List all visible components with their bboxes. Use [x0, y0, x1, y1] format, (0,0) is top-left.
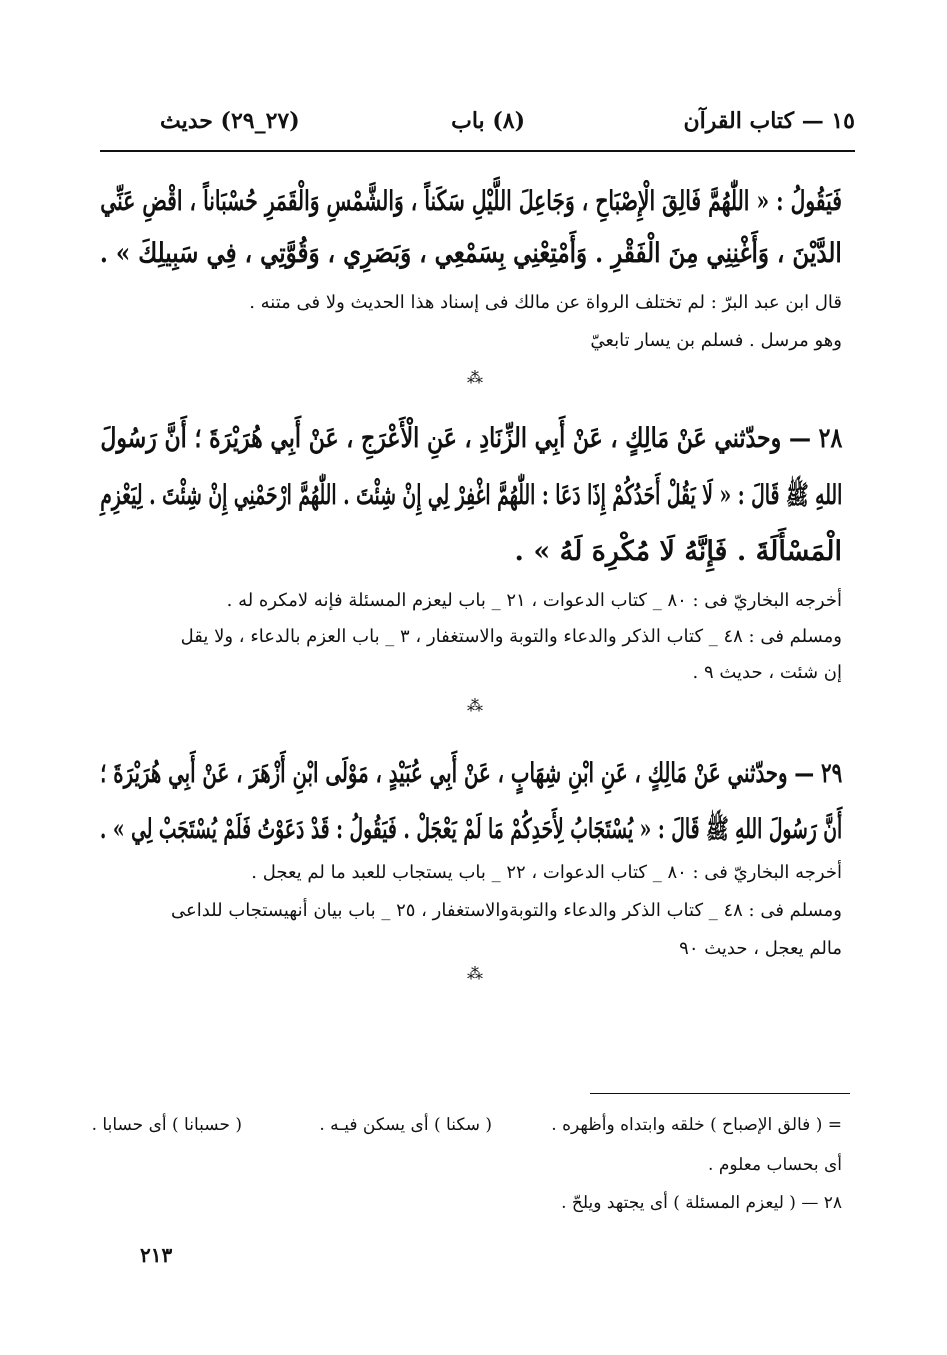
takhrij-line: أخرجه البخاريّ فى : ٨٠ _ كتاب الدعوات ، ٢٢ _ باب يستجاب للعبد ما لم يعجل .: [251, 862, 842, 883]
hadith-28-line: ٢٨ — وحدّثني عَنْ مَالِكٍ ، عَنْ أَبِي الزِّنَادِ ، عَنِ الْأَعْرَجِ ، عَنْ أَبِي هُرَيْرَةَ ؛ أَنَّ رَسُولَ: [99, 423, 842, 454]
takhrij-line: ومسلم فى : ٤٨ _ كتاب الذكر والدعاء والتوبةوالاستغفار ، ٢٥ _ باب بيان أنهيستجاب للداعى: [170, 900, 842, 921]
commentary-line: قال ابن عبد البرّ : لم تختلف الرواة عن مالك فى إسناد هذا الحديث ولا فى متنه .: [249, 292, 842, 313]
hadith-text-line: الدَّيْنَ ، وَأَغْنِنِي مِنَ الْفَقْرِ . وَأَمْتِعْنِي بِسَمْعِي ، وَبَصَرِي ، وَقُوَّتِي ، فِي سَبِيلِكَ » .: [100, 238, 842, 269]
running-header: [100, 108, 855, 148]
hadith-text-line: فَيَقُولُ : « اللّٰهُمَّ فَالِقَ الْإِصْبَاحِ ، وَجَاعِلَ اللَّيْلِ سَكَناً ، وَالشَّمْسِ وَالْقَمَرِ حُسْبَاناً ، اقْضِ عَنِّي: [100, 186, 842, 217]
commentary-line: وهو مرسل . فسلم بن يسار تابعيّ: [590, 330, 842, 351]
footnote-entry: = ( فالق الإصباح ) خلقه وابتداه وأظهره .: [551, 1115, 842, 1135]
hadith-28-line: اللهِ ﷺ قَالَ : « لَا يَقُلْ أَحَدُكُمْ إِذَا دَعَا : اللّٰهُمَّ اغْفِرْ لِي إِنْ شِئْتَ . اللّٰهُمَّ ارْحَمْنِي إِنْ شِئْتَ . لِيَعْزِمِ: [99, 480, 842, 511]
footnote-entry: ٢٨ — ( ليعزم المسئلة ) أى يجتهد ويلحّ .: [561, 1193, 842, 1213]
takhrij-line: إن شئت ، حديث ٩ .: [692, 662, 842, 683]
hadith-28-line: الْمَسْأَلَةَ . فَإِنَّهُ لَا مُكْرِهَ لَهُ » .: [514, 536, 842, 567]
footnote-entry: ( سكنا ) أى يسكن فيـه .: [319, 1115, 492, 1135]
takhrij-line: مالم يعجل ، حديث ٩٠: [679, 938, 842, 959]
takhrij-line: أخرجه البخاريّ فى : ٨٠ _ كتاب الدعوات ، ٢١ _ باب ليعزم المسئلة فإنه لامكره له .: [226, 590, 842, 611]
section-separator: ⁂: [467, 964, 483, 983]
footnote-rule: [590, 1093, 850, 1094]
footnote-entry: ( حسبانا ) أى حسابا .: [91, 1115, 242, 1135]
header-chapter: (٨) باب: [451, 108, 525, 134]
takhrij-line: ومسلم فى : ٤٨ _ كتاب الذكر والدعاء والتوبة والاستغفار ، ٣ _ باب العزم بالدعاء ، ولا يقل: [180, 626, 842, 647]
header-hadith-range: (٢٧_٢٩) حديث: [160, 108, 300, 134]
hadith-29-line: أَنَّ رَسُولَ اللهِ ﷺ قَالَ : « يُسْتَجَابُ لِأَحَدِكُمْ مَا لَمْ يَعْجَلْ . فَيَقُولُ : قَدْ دَعَوْتُ فَلَمْ يُسْتَجَبْ لِي » .: [99, 814, 842, 845]
section-separator: ⁂: [467, 368, 483, 387]
hadith-29-line: ٢٩ — وحدّثني عَنْ مَالِكٍ ، عَنِ ابْنِ شِهَابٍ ، عَنْ أَبِي عُبَيْدٍ ، مَوْلَى ابْنِ أَزْهَرَ ، عَنْ أَبِي هُرَيْرَةَ ؛: [99, 758, 842, 789]
header-rule: [100, 150, 855, 152]
section-separator: ⁂: [467, 696, 483, 715]
header-book-title: ١٥ — كتاب القرآن: [683, 108, 855, 134]
footnote-entry: أى بحساب معلوم .: [708, 1155, 842, 1175]
page-number: ٢١٣: [140, 1243, 173, 1267]
